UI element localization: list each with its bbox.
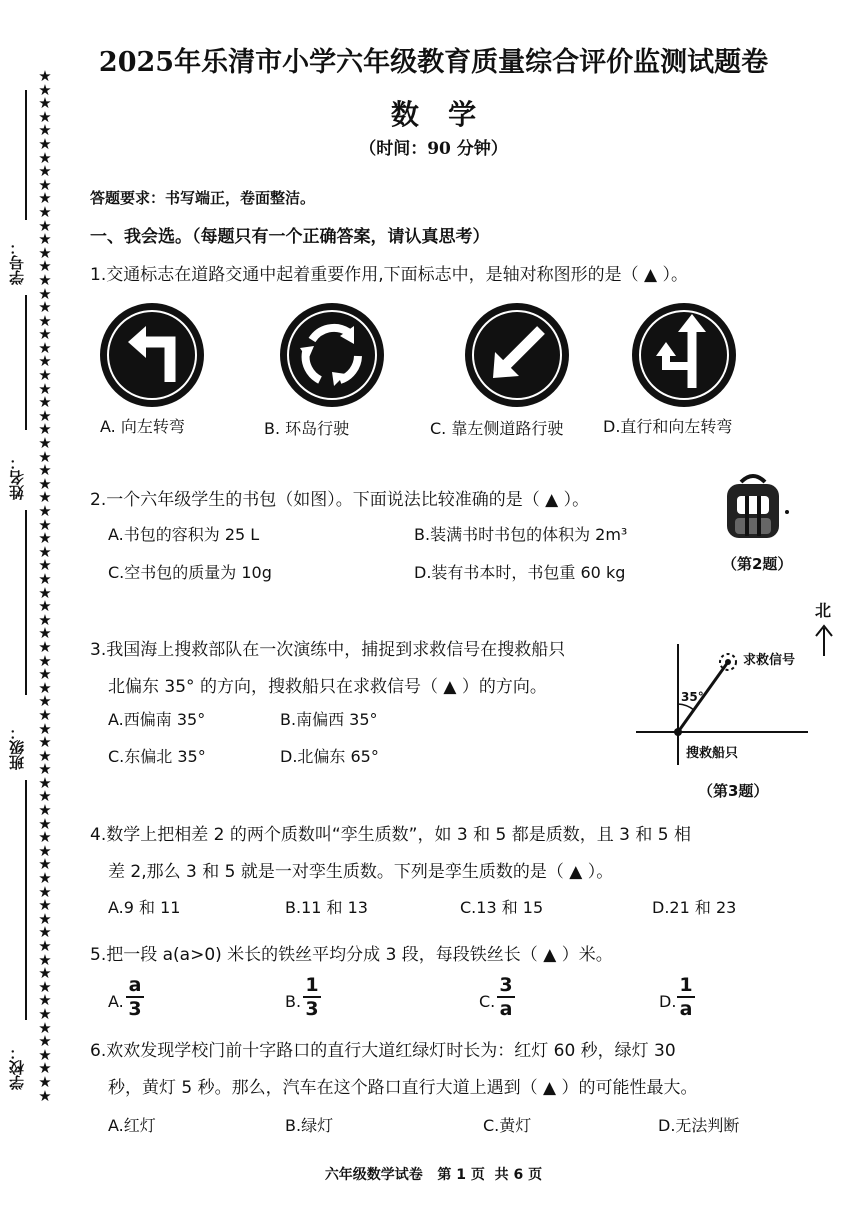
q2-option-b: B.装满书时书包的体积为 2m³: [414, 525, 628, 544]
signal-label: 求救信号: [743, 653, 796, 668]
sign-keep-left-icon: [465, 303, 569, 407]
q2-caption: （第2题）: [722, 555, 793, 573]
question-3-line-2: 北偏东 35° 的方向，搜救船只在求救信号（ ▲ ）的方向。: [108, 677, 547, 697]
q3-caption: （第3题）: [698, 782, 769, 800]
binding-star-border: ★ ★ ★ ★ ★ ★ ★ ★ ★ ★ ★ ★ ★ ★ ★ ★ ★ ★ ★ ★ ★ ★ ★ ★ ★ ★ ★ ★ ★ ★ ★ ★ ★ ★ ★ ★ ★ ★ ★ ★ ★ ★ ★ ★ ★ ★ ★ ★ ★ ★ ★ ★ ★ ★ ★ ★ ★ ★ ★ ★ ★ ★ ★ ★ ★ ★ ★ ★ ★ ★ ★ ★ ★ ★ ★ ★: [38, 67, 52, 1105]
q5-label-d: D.: [659, 992, 677, 1011]
q3-option-c: C.东偏北 35°: [108, 747, 206, 766]
q5-fraction-d: $\frac{1}{a}$: [677, 974, 695, 1020]
q1-option-c: C. 靠左侧道路行驶: [430, 419, 564, 438]
q3-option-a: A.西偏南 35°: [108, 710, 206, 729]
q6-option-b: B.绿灯: [285, 1116, 334, 1135]
section-heading: 一、我会选。（每题只有一个正确答案，请认真思考）: [90, 227, 490, 247]
school-label: 学校：: [8, 1045, 26, 1090]
q5-fraction-b: $\frac{1}{3}$: [303, 974, 321, 1020]
class-line: [25, 510, 27, 695]
sign-left-turn-icon: [100, 303, 204, 407]
question-6-line-1: 6.欢欢发现学校门前十字路口的直行大道红绿灯时长为：红灯 60 秒，绿灯 30: [90, 1041, 676, 1061]
q1-option-a: A. 向左转弯: [100, 417, 185, 436]
q4-option-b: B.11 和 13: [285, 898, 368, 917]
q5-label-c: C.: [479, 992, 496, 1011]
q4-option-d: D.21 和 23: [652, 898, 737, 917]
q1-option-b: B. 环岛行驶: [264, 419, 350, 438]
q3-option-b: B.南偏西 35°: [280, 710, 378, 729]
north-arrow-icon: [812, 622, 836, 658]
traffic-signs: [100, 300, 760, 410]
q2-option-c: C.空书包的质量为 10g: [108, 563, 272, 582]
question-4-line-2: 差 2,那么 3 和 5 就是一对孪生质数。下列是孪生质数的是（ ▲ ）。: [108, 862, 614, 882]
north-label: 北: [815, 601, 832, 620]
q5-label-b: B.: [285, 992, 302, 1011]
ship-label: 搜救船只: [686, 746, 739, 761]
instructions: 答题要求：书写端正，卷面整洁。: [90, 189, 316, 207]
class-label: 班级：: [8, 725, 26, 770]
page-footer: 六年级数学试卷 第 1 页 共 6 页: [324, 1167, 543, 1183]
angle-label: 35°: [681, 690, 704, 704]
question-2: 2.一个六年级学生的书包（如图）。下面说法比较准确的是（ ▲ ）。: [90, 490, 590, 510]
q2-option-a: A.书包的容积为 25 L: [108, 525, 260, 544]
sign-straight-left-icon: [632, 303, 736, 407]
subject-title: 数 学: [390, 98, 477, 131]
question-1: 1.交通标志在道路交通中起着重要作用,下面标志中，是轴对称图形的是（ ▲ ）。: [90, 265, 689, 285]
school-line: [25, 780, 27, 1020]
backpack-icon: [715, 470, 795, 545]
q1-option-d: D.直行和向左转弯: [603, 417, 733, 436]
q6-option-a: A.红灯: [108, 1116, 156, 1135]
q6-option-d: D.无法判断: [658, 1116, 740, 1135]
question-6-line-2: 秒，黄灯 5 秒。那么，汽车在这个路口直行大道上遇到（ ▲ ）的可能性最大。: [108, 1078, 698, 1098]
q2-option-d: D.装有书本时，书包重 60 kg: [414, 563, 626, 582]
q6-option-c: C.黄灯: [483, 1116, 532, 1135]
q5-fraction-a: $\frac{a}{3}$: [126, 974, 144, 1020]
q5-fraction-c: $\frac{3}{a}$: [497, 974, 515, 1020]
q3-option-d: D.北偏东 65°: [280, 747, 379, 766]
q5-label-a: A.: [108, 992, 124, 1011]
q4-option-c: C.13 和 15: [460, 898, 544, 917]
name-line: [25, 295, 27, 430]
question-5: 5.把一段 a(a>0) 米长的铁丝平均分成 3 段，每段铁丝长（ ▲ ）米。: [90, 945, 613, 965]
sign-roundabout-icon: [280, 303, 384, 407]
student-id-label: 学号：: [8, 240, 26, 285]
question-3-line-1: 3.我国海上搜救部队在一次演练中，捕捉到求救信号在搜救船只: [90, 640, 566, 660]
exam-time: （时间：90 分钟）: [359, 139, 508, 159]
q4-option-a: A.9 和 11: [108, 898, 181, 917]
question-4-line-1: 4.数学上把相差 2 的两个质数叫“孪生质数”，如 3 和 5 都是质数，且 3 和 5 相: [90, 825, 691, 845]
name-label: 姓名：: [8, 455, 26, 500]
page-title: 2025年乐清市小学六年级教育质量综合评价监测试题卷: [98, 47, 769, 78]
